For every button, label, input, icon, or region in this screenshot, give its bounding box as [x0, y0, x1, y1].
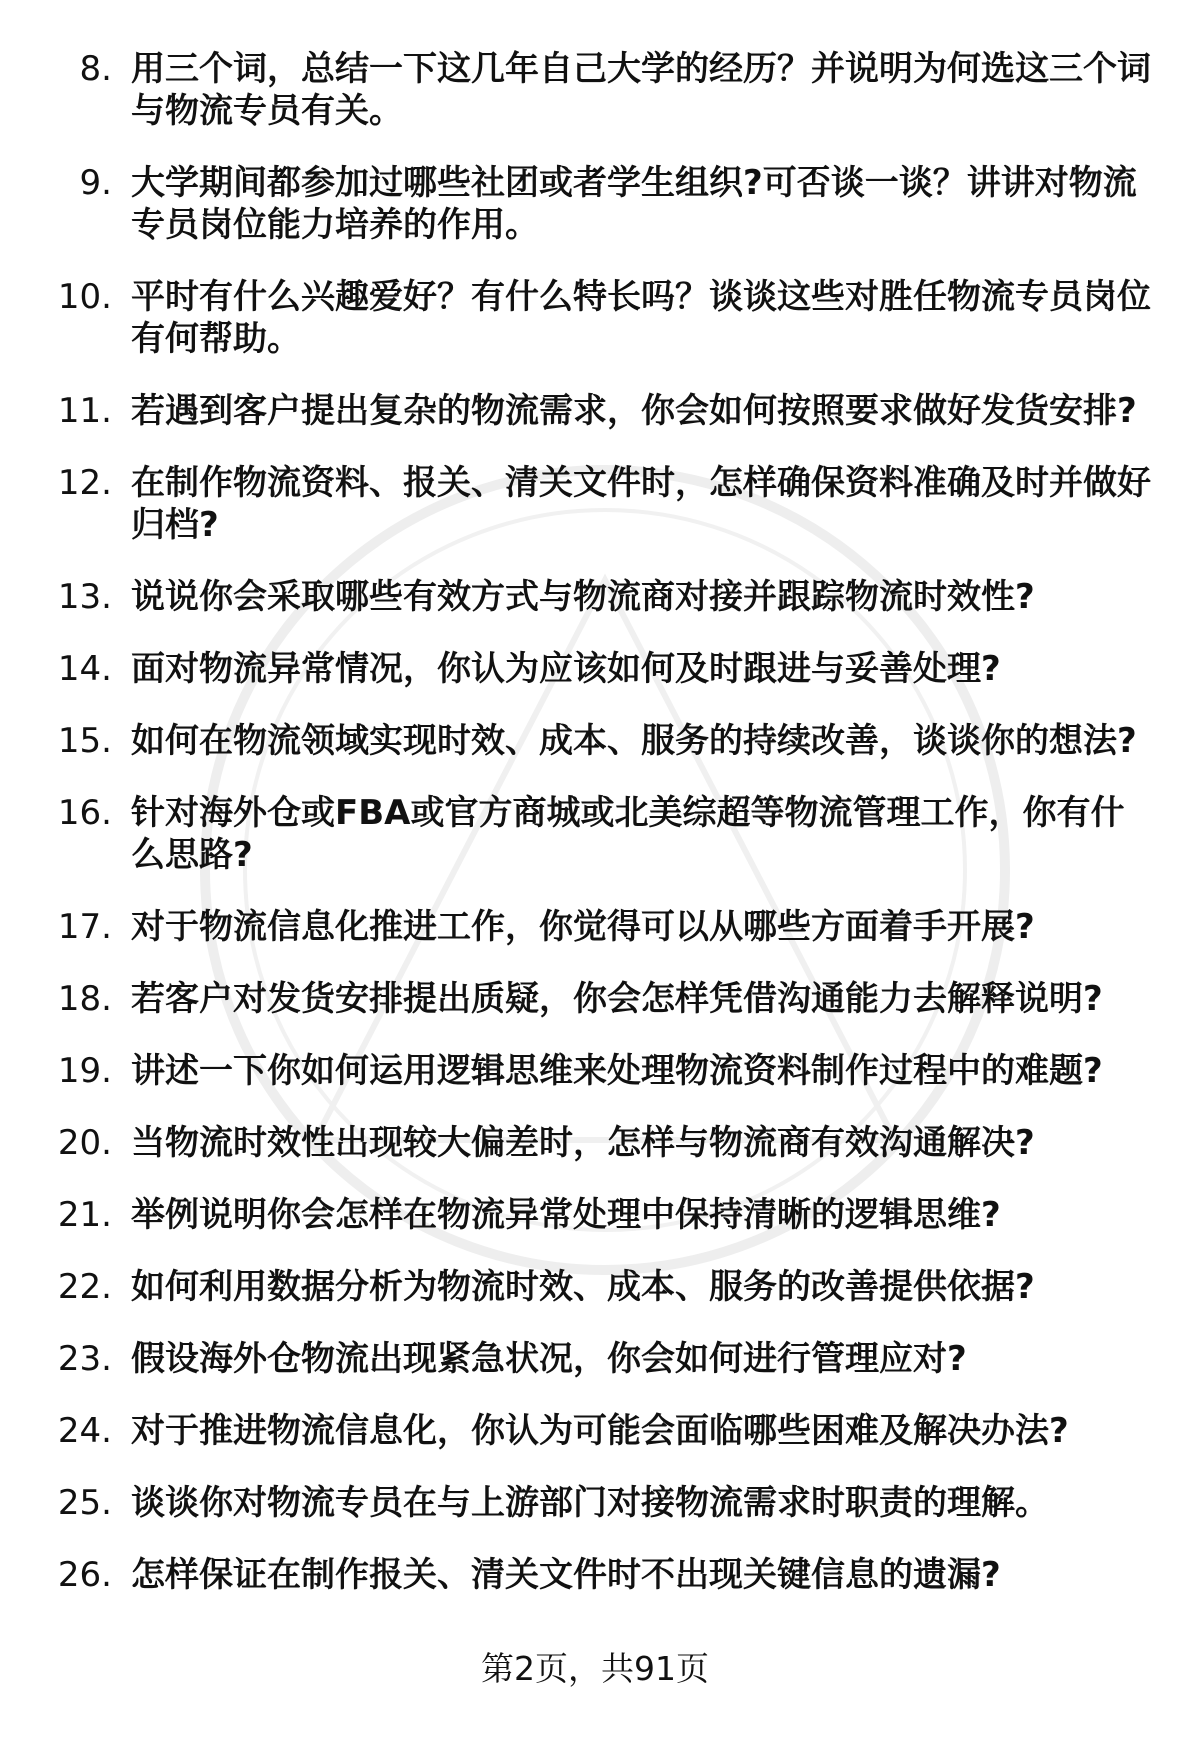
item-number: 10. — [57, 277, 112, 317]
list-item — [0, 390, 1190, 432]
item-text: 如何利用数据分析为物流时效、成本、服务的改善提供依据? — [131, 1267, 1035, 1307]
item-number: 18. — [57, 979, 112, 1019]
item-number: 9. — [79, 163, 112, 203]
item-text: 怎样保证在制作报关、清关文件时不出现关键信息的遗漏? — [131, 1555, 1001, 1595]
question-list-container — [0, 48, 1190, 1626]
list-item — [0, 1410, 1190, 1452]
list-item — [0, 1554, 1190, 1596]
list-item — [0, 462, 1190, 546]
item-text: 针对海外仓或FBA或官方商城或北美综超等物流管理工作，你有什么思路? — [131, 793, 1125, 875]
list-item — [0, 720, 1190, 762]
list-item — [0, 276, 1190, 360]
item-text: 举例说明你会怎样在物流异常处理中保持清晰的逻辑思维? — [131, 1195, 1001, 1235]
item-text: 对于推进物流信息化，你认为可能会面临哪些困难及解决办法? — [131, 1411, 1069, 1451]
question-list — [0, 48, 1190, 1596]
list-item — [0, 648, 1190, 690]
item-text: 如何在物流领域实现时效、成本、服务的持续改善，谈谈你的想法? — [131, 721, 1137, 761]
list-item — [0, 906, 1190, 948]
list-item — [0, 1194, 1190, 1236]
list-item — [0, 1122, 1190, 1164]
item-text: 若客户对发货安排提出质疑，你会怎样凭借沟通能力去解释说明? — [131, 979, 1103, 1019]
list-item — [0, 1050, 1190, 1092]
item-number: 12. — [57, 463, 112, 503]
list-item — [0, 576, 1190, 618]
item-number: 11. — [57, 391, 112, 431]
item-text: 谈谈你对物流专员在与上游部门对接物流需求时职责的理解。 — [131, 1483, 1049, 1523]
item-text: 在制作物流资料、报关、清关文件时，怎样确保资料准确及时并做好归档? — [131, 463, 1151, 545]
item-number: 20. — [57, 1123, 112, 1163]
item-number: 19. — [57, 1051, 112, 1091]
item-number: 8. — [79, 49, 112, 89]
item-text: 大学期间都参加过哪些社团或者学生组织?可否谈一谈？讲讲对物流专员岗位能力培养的作用。 — [131, 163, 1137, 245]
list-item — [0, 48, 1190, 132]
item-number: 25. — [57, 1483, 112, 1523]
item-number: 15. — [57, 721, 112, 761]
list-item — [0, 978, 1190, 1020]
item-text: 假设海外仓物流出现紧急状况，你会如何进行管理应对? — [131, 1339, 967, 1379]
item-text: 若遇到客户提出复杂的物流需求，你会如何按照要求做好发货安排? — [131, 391, 1137, 431]
item-text: 当物流时效性出现较大偏差时，怎样与物流商有效沟通解决? — [131, 1123, 1035, 1163]
item-text: 用三个词，总结一下这几年自己大学的经历？并说明为何选这三个词与物流专员有关。 — [131, 49, 1151, 131]
item-text: 平时有什么兴趣爱好？有什么特长吗？谈谈这些对胜任物流专员岗位有何帮助。 — [131, 277, 1151, 359]
page-number-footer: 第2页，共91页 — [481, 1649, 709, 1688]
item-number: 24. — [57, 1411, 112, 1451]
item-text: 面对物流异常情况，你认为应该如何及时跟进与妥善处理? — [131, 649, 1001, 689]
list-item — [0, 792, 1190, 876]
item-number: 17. — [57, 907, 112, 947]
item-text: 对于物流信息化推进工作，你觉得可以从哪些方面着手开展? — [131, 907, 1035, 947]
item-number: 23. — [57, 1339, 112, 1379]
list-item — [0, 1482, 1190, 1524]
list-item — [0, 1266, 1190, 1308]
item-number: 26. — [57, 1555, 112, 1595]
item-text: 说说你会采取哪些有效方式与物流商对接并跟踪物流时效性? — [131, 577, 1035, 617]
item-number: 21. — [57, 1195, 112, 1235]
item-text: 讲述一下你如何运用逻辑思维来处理物流资料制作过程中的难题? — [131, 1051, 1103, 1091]
list-item — [0, 1338, 1190, 1380]
list-item — [0, 162, 1190, 246]
item-number: 14. — [57, 649, 112, 689]
item-number: 22. — [57, 1267, 112, 1307]
item-number: 13. — [57, 577, 112, 617]
item-number: 16. — [57, 793, 112, 833]
